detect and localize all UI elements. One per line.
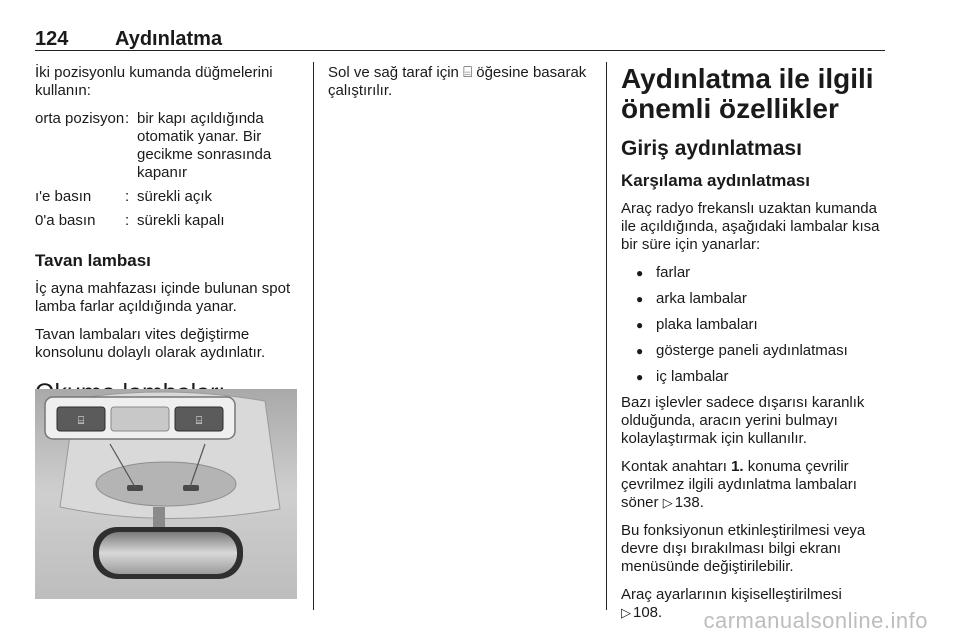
darkness-note: Bazı işlevler sadece dışarısı karanlık olduğunda, aracın yerini bulmayı kolaylaştırmak için kullanılır. <box>621 394 865 447</box>
subsection-title: Giriş aydınlatması <box>621 137 802 160</box>
ignition-position: 1. <box>731 458 744 475</box>
reading-lamps-illustration <box>35 389 297 599</box>
reading-lamps-photo <box>35 389 297 599</box>
page-number: 124 <box>35 28 69 50</box>
lamp-list <box>621 264 887 386</box>
welcome-intro: Araç radyo frekanslı uzaktan kumanda ile açıldığında, aşağıdaki lambalar kısa bir süre için yanarlar: <box>621 200 880 253</box>
list-item: ● arka lambalar <box>621 290 887 308</box>
option-sep: : <box>125 212 130 229</box>
option-row <box>35 110 297 188</box>
option-sep: : <box>125 188 130 205</box>
svg-text:⌸: ⌸ <box>195 414 203 427</box>
intro-text: İki pozisyonlu kumanda düğmelerini kullanın: <box>35 64 273 99</box>
option-row <box>35 212 297 236</box>
column-right <box>621 64 887 632</box>
option-key: ı'e basın <box>35 188 92 205</box>
option-value: bir kapı açıldığında otomatik yanar. Bir gecikme sonrasında kapanır <box>137 110 272 181</box>
column-left <box>35 64 297 422</box>
personalization-text: Araç ayarlarının kişiselleştirilmesi <box>621 586 842 603</box>
ignition-pre: Kontak anahtarı <box>621 458 727 475</box>
section-title: Aydınlatma ile ilgili önemli özellikler <box>621 63 874 124</box>
list-item: ● iç lambalar <box>621 368 887 386</box>
option-value: sürekli kapalı <box>137 212 225 229</box>
svg-text:⌸: ⌸ <box>77 414 85 427</box>
operation-text: Sol ve sağ taraf için ⌸ öğesine basarak çalıştırılır. <box>328 64 587 99</box>
option-key: orta pozisyon <box>35 110 125 127</box>
list-item: ● gösterge paneli aydınlatması <box>621 342 887 360</box>
page-title: Aydınlatma <box>115 28 223 50</box>
page-ref-icon: ▷ <box>621 605 631 620</box>
topic-heading: Karşılama aydınlatması <box>621 171 810 190</box>
tavan-paragraph-2: Tavan lambaları vites değiştirme konsolunu dolaylı olarak aydınlatır. <box>35 326 266 361</box>
page-header <box>35 28 885 50</box>
page-ref-link[interactable]: 138. <box>674 494 704 511</box>
list-item: ● plaka lambaları <box>621 316 887 334</box>
tavan-heading: Tavan lambası <box>35 251 151 270</box>
page-ref-icon: ▷ <box>662 495 673 510</box>
option-value: sürekli açık <box>137 188 213 205</box>
tavan-paragraph-1: İç ayna mahfazası içinde bulunan spot lamba farlar açıldığında yanar. <box>35 280 291 315</box>
column-divider-left <box>313 62 314 610</box>
switch-options-table <box>35 110 297 236</box>
watermark-text: carmanualsonline.info <box>703 608 928 633</box>
list-item: ● farlar <box>621 264 887 282</box>
settings-note: Bu fonksiyonun etkinleştirilmesi veya devre dışı bırakılması bilgi ekranı menüsünde değiştirilebilir. <box>621 522 866 575</box>
column-middle <box>328 64 590 110</box>
column-divider-right <box>606 62 607 610</box>
ignition-note <box>621 458 887 512</box>
header-rule <box>35 50 885 51</box>
option-row <box>35 188 297 212</box>
page-ref-link[interactable]: 108. <box>633 604 663 621</box>
option-key: 0'a basın <box>35 212 96 229</box>
ignition-post: konuma çevrilir çevrilmez ilgili aydınlatma lambaları söner <box>621 458 857 511</box>
option-sep: : <box>125 110 130 127</box>
